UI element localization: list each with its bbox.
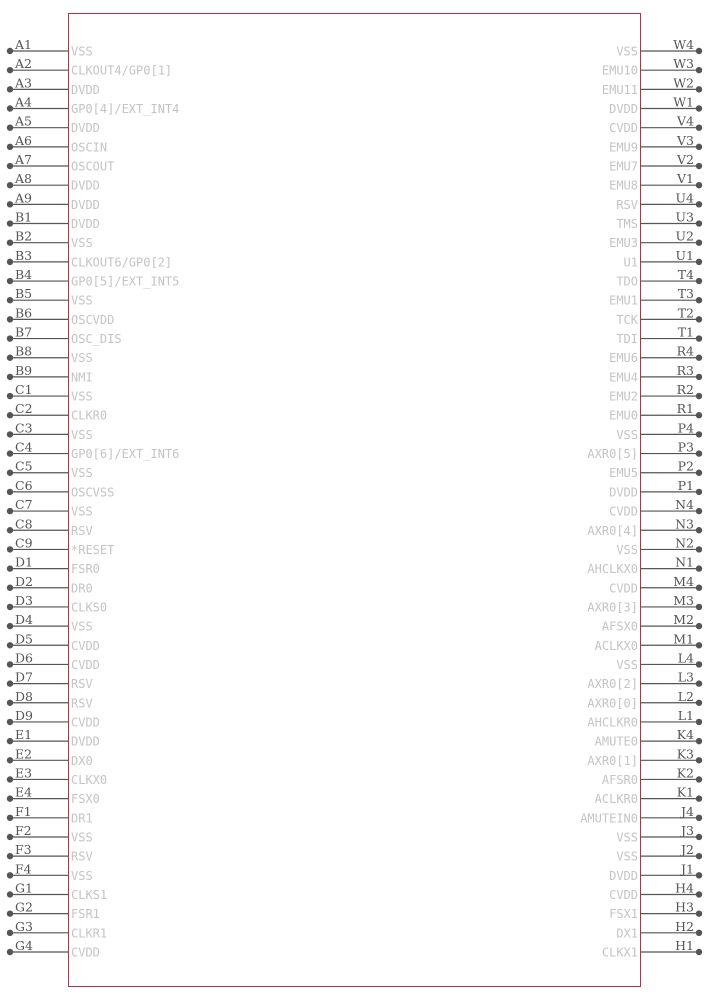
pin-number: V4 (677, 113, 694, 129)
pin-dot (7, 489, 13, 495)
pin-number: B2 (15, 228, 33, 244)
pin-number: G1 (15, 880, 33, 896)
pin-dot (696, 757, 702, 763)
pin-dot (7, 470, 13, 476)
pin-number: P3 (677, 439, 694, 455)
pin-name: EMU4 (609, 370, 638, 385)
pin-number: E2 (15, 746, 33, 762)
pin-name: ACLKX0 (594, 638, 638, 653)
pin-number: C7 (15, 497, 33, 513)
pin-number: R3 (676, 362, 694, 378)
pin-dot (7, 546, 13, 552)
pin-dot (7, 240, 13, 246)
pin-number: A8 (15, 171, 32, 187)
pin-name: FSX1 (609, 907, 638, 922)
pin-name: EMU5 (609, 466, 638, 481)
pin-dot (7, 374, 13, 380)
pin-number: B7 (15, 324, 33, 340)
pin-dot (696, 834, 702, 840)
pin-number: D7 (15, 669, 33, 685)
pin-dot (7, 795, 13, 801)
pin-number: F2 (15, 822, 32, 838)
pin-dot (7, 527, 13, 533)
pin-name: AXR0[3] (587, 600, 638, 615)
pin-name: TMS (616, 217, 638, 232)
pin-dot (696, 48, 702, 54)
pin-name: NMI (71, 370, 93, 385)
pin-dot (7, 450, 13, 456)
pin-dot (7, 661, 13, 667)
pin-name: AXR0[2] (587, 677, 638, 692)
pin-name: CLKOUT6/GP0[2] (71, 255, 173, 270)
pin-name: AXR0[4] (587, 523, 638, 538)
pin-name: VSS (71, 389, 93, 404)
right-pin-group (580, 37, 702, 959)
pin-G4 (7, 938, 100, 960)
pin-dot (7, 910, 13, 916)
pin-dot (696, 163, 702, 169)
pin-number: E1 (15, 727, 33, 743)
pin-number: A1 (15, 37, 32, 52)
pin-number: B1 (15, 209, 33, 225)
pin-name: OSCVDD (71, 312, 115, 327)
pin-dot (7, 930, 13, 936)
pin-number: P1 (677, 477, 694, 493)
pin-number: B3 (15, 247, 33, 263)
pin-number: N3 (675, 516, 694, 532)
pin-dot (696, 604, 702, 610)
pin-dot (696, 316, 702, 322)
pin-dot (7, 642, 13, 648)
pin-dot (7, 48, 13, 54)
pin-number: A3 (15, 75, 32, 91)
pin-name: CLKR1 (71, 926, 108, 941)
pin-number: H2 (675, 918, 694, 934)
pin-number: K4 (676, 727, 694, 743)
pin-name: FSX0 (71, 792, 100, 807)
pin-dot (7, 815, 13, 821)
pin-name: VSS (71, 427, 93, 442)
pin-number: K1 (676, 784, 694, 800)
pin-name: VSS (71, 868, 93, 883)
pin-name: EMU1 (609, 293, 638, 308)
pin-dot (7, 220, 13, 226)
pin-dot (696, 623, 702, 629)
pin-dot (7, 700, 13, 706)
pin-number: B5 (15, 286, 33, 302)
pin-dot (7, 508, 13, 514)
pin-number: W1 (673, 94, 694, 110)
pin-number: B6 (15, 305, 33, 321)
pin-name: GP0[4]/EXT_INT4 (71, 102, 180, 117)
pin-name: VSS (616, 657, 638, 672)
pin-number: C6 (15, 477, 33, 493)
pin-number: J1 (681, 861, 694, 877)
pin-dot (696, 700, 702, 706)
pin-number: B4 (15, 267, 33, 283)
pin-dot (7, 412, 13, 418)
ic-body-outline (69, 14, 641, 987)
pin-number: F3 (15, 842, 32, 858)
pin-name: DX0 (71, 753, 93, 768)
pin-name: VSS (71, 351, 93, 366)
pin-name: CLKX0 (71, 772, 108, 787)
pin-name: CVDD (609, 581, 638, 596)
pin-number: T2 (677, 305, 694, 321)
pin-dot (696, 470, 702, 476)
pin-number: V2 (677, 152, 694, 168)
pin-name: GP0[5]/EXT_INT5 (71, 274, 180, 289)
pin-dot (7, 949, 13, 955)
pin-dot (696, 124, 702, 130)
pin-H1 (602, 938, 702, 960)
pin-name: OSCOUT (71, 159, 115, 174)
pin-name: FSR0 (71, 562, 100, 577)
pin-dot (696, 278, 702, 284)
pin-name: DR1 (71, 811, 93, 826)
pin-number: D2 (15, 573, 33, 589)
pin-number: L3 (677, 669, 694, 685)
pin-name: EMU0 (609, 408, 638, 423)
pin-dot (696, 335, 702, 341)
pin-number: M4 (673, 573, 694, 589)
pin-name: VSS (71, 44, 93, 59)
pin-name: EMU11 (601, 82, 638, 97)
pin-name: CVDD (71, 715, 100, 730)
pin-dot (7, 565, 13, 571)
pin-dot (7, 259, 13, 265)
pin-number: H4 (675, 880, 694, 896)
pin-name: DVDD (609, 102, 638, 117)
pin-dot (7, 872, 13, 878)
pin-name: AMUTE0 (594, 734, 638, 749)
pin-number: M1 (673, 631, 694, 647)
pin-name: AFSX0 (601, 619, 638, 634)
pin-name: EMU6 (609, 351, 638, 366)
pin-dot (696, 872, 702, 878)
pin-number: F4 (15, 861, 32, 877)
pin-number: C2 (15, 401, 33, 417)
pin-name: DVDD (71, 121, 100, 136)
pin-dot (696, 795, 702, 801)
pin-name: OSCIN (71, 140, 108, 155)
pin-name: RSV (71, 523, 93, 538)
pin-name: VSS (71, 236, 93, 251)
pin-name: CVDD (609, 504, 638, 519)
pin-name: DVDD (71, 82, 100, 97)
pin-dot (7, 834, 13, 840)
pin-number: H1 (675, 937, 694, 953)
pin-number: A7 (15, 152, 32, 168)
pin-name: CLKX1 (601, 945, 638, 960)
pin-dot (7, 585, 13, 591)
pin-dot (696, 527, 702, 533)
pin-dot (696, 431, 702, 437)
pin-name: TDI (616, 332, 638, 347)
pin-A4 (7, 95, 180, 117)
pin-number: R4 (676, 343, 694, 359)
pin-dot (7, 738, 13, 744)
pin-dot (7, 201, 13, 207)
pin-number: C1 (15, 382, 33, 398)
pin-number: C9 (15, 535, 33, 551)
pin-number: T1 (677, 324, 694, 340)
pin-dot (7, 355, 13, 361)
pin-name: CLKOUT4/GP0[1] (71, 63, 173, 78)
pin-name: DVDD (609, 868, 638, 883)
pin-name: VSS (71, 293, 93, 308)
pin-dot (696, 661, 702, 667)
pin-name: EMU10 (601, 63, 638, 78)
pin-dot (696, 393, 702, 399)
pin-name: AHCLKX0 (587, 562, 638, 577)
pin-number: P2 (677, 458, 694, 474)
pin-number: D1 (15, 554, 33, 570)
pin-dot (696, 776, 702, 782)
pin-dot (696, 815, 702, 821)
pin-number: N4 (675, 497, 694, 513)
pin-number: D3 (15, 592, 33, 608)
pin-name: AFSR0 (601, 772, 638, 787)
pin-name: DVDD (71, 197, 100, 212)
pin-B4 (7, 267, 180, 289)
pin-number: N2 (675, 535, 694, 551)
pin-name: CLKS1 (71, 887, 108, 902)
pin-number: W2 (673, 75, 694, 91)
pin-number: D4 (15, 612, 33, 628)
pin-number: A4 (15, 94, 32, 110)
pin-name: EMU9 (609, 140, 638, 155)
pin-dot (7, 719, 13, 725)
pin-number: E4 (15, 784, 33, 800)
pin-name: VSS (616, 427, 638, 442)
pin-dot (696, 182, 702, 188)
pin-number: V3 (677, 132, 694, 148)
pin-dot (696, 259, 702, 265)
pin-name: FSR1 (71, 907, 100, 922)
pin-name: RSV (71, 677, 93, 692)
pin-name: DVDD (71, 734, 100, 749)
pin-number: R2 (676, 382, 694, 398)
pin-number: W3 (673, 56, 694, 72)
pin-dot (696, 144, 702, 150)
pin-dot (696, 67, 702, 73)
pin-dot (696, 297, 702, 303)
pin-name: RSV (616, 197, 638, 212)
pin-name: TCK (616, 312, 638, 327)
pin-dot (7, 316, 13, 322)
pin-dot (696, 719, 702, 725)
pin-number: F1 (15, 803, 32, 819)
pin-dot (7, 67, 13, 73)
pin-dot (7, 335, 13, 341)
pin-dot (696, 891, 702, 897)
pin-name: DVDD (609, 485, 638, 500)
pin-dot (696, 86, 702, 92)
pin-number: R1 (676, 401, 694, 417)
pin-name: CVDD (71, 657, 100, 672)
pin-dot (696, 949, 702, 955)
pin-number: E3 (15, 765, 33, 781)
pin-name: VSS (616, 849, 638, 864)
pin-name: CVDD (609, 121, 638, 136)
pin-number: T4 (677, 267, 694, 283)
pin-number: C3 (15, 420, 33, 436)
pin-number: L2 (677, 688, 694, 704)
pin-dot (696, 240, 702, 246)
pin-name: DVDD (71, 217, 100, 232)
pin-number: U4 (675, 190, 694, 206)
pin-name: DVDD (71, 178, 100, 193)
pin-number: G4 (15, 937, 33, 953)
pin-dot (696, 355, 702, 361)
pin-name: EMU2 (609, 389, 638, 404)
pin-number: D8 (15, 688, 33, 704)
pin-name: EMU7 (609, 159, 638, 174)
pin-number: U2 (675, 228, 694, 244)
pin-name: RSV (71, 696, 93, 711)
pin-number: P4 (677, 420, 694, 436)
pin-dot (696, 105, 702, 111)
pin-number: J3 (681, 822, 694, 838)
pin-name: DX1 (616, 926, 638, 941)
pin-number: H3 (675, 899, 694, 915)
pin-name: AXR0[0] (587, 696, 638, 711)
pin-name: VSS (71, 830, 93, 845)
pin-name: VSS (71, 619, 93, 634)
pin-number: J4 (681, 803, 694, 819)
pin-number: D5 (15, 631, 33, 647)
pin-name: ACLKR0 (594, 792, 638, 807)
pin-number: G2 (15, 899, 33, 915)
pin-dot (696, 546, 702, 552)
pin-number: L4 (677, 650, 694, 666)
pin-dot (696, 489, 702, 495)
left-pin-group (7, 37, 180, 959)
pin-dot (696, 585, 702, 591)
pin-dot (7, 776, 13, 782)
pin-dot (7, 891, 13, 897)
pin-number: C8 (15, 516, 33, 532)
pin-number: D6 (15, 650, 33, 666)
pin-name: VSS (71, 504, 93, 519)
pin-dot (696, 738, 702, 744)
pin-dot (696, 930, 702, 936)
pin-dot (7, 431, 13, 437)
pin-number: K2 (676, 765, 694, 781)
pin-number: U1 (675, 247, 694, 263)
pin-number: L1 (677, 707, 694, 723)
pin-name: AXR0[5] (587, 447, 638, 462)
pin-dot (7, 163, 13, 169)
pin-number: C4 (15, 439, 33, 455)
pin-number: A2 (15, 56, 32, 72)
pin-name: OSC_DIS (71, 332, 122, 347)
pin-name: OSCVSS (71, 485, 115, 500)
pin-name: CLKR0 (71, 408, 108, 423)
pin-dot (696, 412, 702, 418)
pin-name: VSS (616, 44, 638, 59)
pin-number: C5 (15, 458, 33, 474)
pin-number: W4 (673, 37, 694, 52)
pin-name: VSS (616, 830, 638, 845)
pin-number: M2 (673, 612, 694, 628)
pin-dot (696, 508, 702, 514)
pin-name: AMUTEIN0 (580, 811, 638, 826)
pin-number: V1 (677, 171, 694, 187)
pin-name: EMU8 (609, 178, 638, 193)
pin-number: J2 (681, 842, 694, 858)
pin-dot (7, 604, 13, 610)
pin-name: EMU3 (609, 236, 638, 251)
pin-dot (696, 220, 702, 226)
pin-dot (7, 278, 13, 284)
pin-name: *RESET (71, 542, 115, 557)
pin-dot (7, 680, 13, 686)
pin-number: A6 (15, 132, 32, 148)
pin-name: CVDD (71, 945, 100, 960)
pin-dot (7, 853, 13, 859)
pin-dot (7, 757, 13, 763)
pin-number: N1 (675, 554, 694, 570)
pin-number: B9 (15, 362, 33, 378)
pin-dot (7, 623, 13, 629)
pin-dot (696, 910, 702, 916)
pin-dot (7, 297, 13, 303)
pin-dot (7, 182, 13, 188)
pin-dot (7, 393, 13, 399)
pin-number: B8 (15, 343, 33, 359)
pin-dot (696, 565, 702, 571)
pin-name: CVDD (609, 887, 638, 902)
pin-name: AXR0[1] (587, 753, 638, 768)
pin-dot (696, 450, 702, 456)
pin-name: VSS (616, 542, 638, 557)
pin-number: A5 (15, 113, 32, 129)
pin-dot (696, 680, 702, 686)
pin-dot (7, 105, 13, 111)
pin-dot (7, 144, 13, 150)
pin-C4 (7, 440, 180, 462)
pin-dot (696, 374, 702, 380)
pin-dot (7, 124, 13, 130)
pin-name: AHCLKR0 (587, 715, 638, 730)
pin-name: VSS (71, 466, 93, 481)
pin-number: A9 (15, 190, 32, 206)
pin-name: CVDD (71, 638, 100, 653)
pin-dot (696, 642, 702, 648)
pin-number: K3 (676, 746, 694, 762)
pin-dot (696, 201, 702, 207)
pin-name: DR0 (71, 581, 93, 596)
pin-number: U3 (675, 209, 694, 225)
pin-number: D9 (15, 707, 33, 723)
pin-name: CLKS0 (71, 600, 108, 615)
pin-number: M3 (673, 592, 694, 608)
pin-number: T3 (677, 286, 694, 302)
pin-name: U1 (623, 255, 638, 270)
pin-dot (7, 86, 13, 92)
pin-dot (696, 853, 702, 859)
pin-name: TDO (616, 274, 638, 289)
pin-name: GP0[6]/EXT_INT6 (71, 447, 180, 462)
pin-name: RSV (71, 849, 93, 864)
pin-number: G3 (15, 918, 33, 934)
